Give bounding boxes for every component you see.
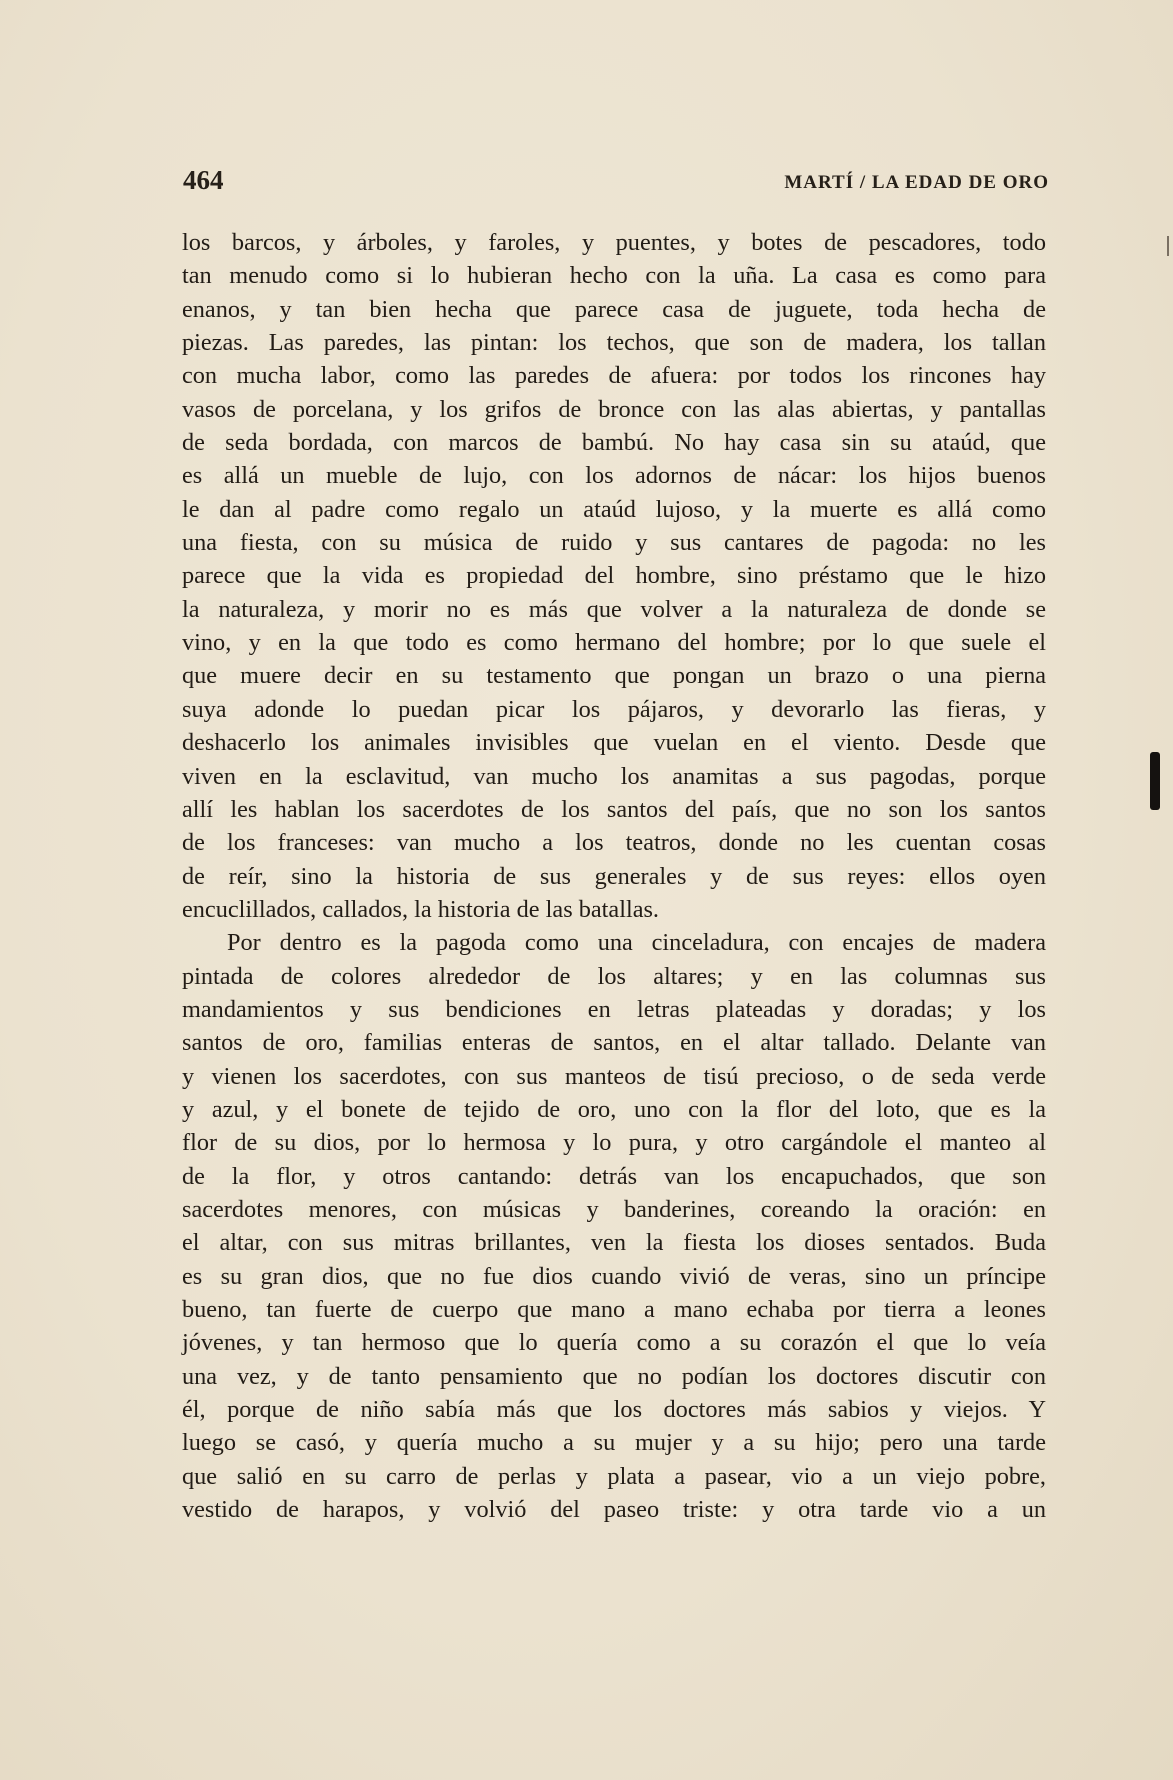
text-line: de reír, sino la historia de sus generales y de sus reyes: ellos oyen [182, 862, 1046, 890]
text-line: allí les hablan los sacerdotes de los santos del país, que no son los santos [182, 795, 1046, 823]
paragraph [182, 926, 1046, 1526]
text-line: Por dentro es la pagoda como una cinceladura, con encajes de madera [227, 929, 1046, 957]
text-line: jóvenes, y tan hermoso que lo quería como a su corazón el que lo veía [182, 1329, 1046, 1357]
text-line: de los franceses: van mucho a los teatros, donde no les cuentan cosas [182, 829, 1046, 857]
body-text [182, 226, 1046, 1526]
text-line: deshacerlo los animales invisibles que vuelan en el viento. Desde que [182, 729, 1046, 757]
text-line: el altar, con sus mitras brillantes, ven la fiesta los dioses sentados. Buda [182, 1229, 1046, 1257]
text-line: y vienen los sacerdotes, con sus manteos de tisú precioso, o de seda verde [182, 1062, 1046, 1090]
text-line: los barcos, y árboles, y faroles, y puentes, y botes de pescadores, todo [182, 229, 1046, 256]
text-line: le dan al padre como regalo un ataúd lujoso, y la muerte es allá como [182, 495, 1046, 523]
paragraph [182, 226, 1046, 926]
text-line: santos de oro, familias enteras de santos, en el altar tallado. Delante van [182, 1029, 1046, 1057]
page-header [183, 165, 1049, 197]
text-line: encuclillados, callados, la historia de las batallas. [182, 895, 660, 923]
text-line: y azul, y el bonete de tejido de oro, uno con la flor del loto, que es la [182, 1095, 1046, 1123]
text-line: una vez, y de tanto pensamiento que no podían los doctores discutir con [182, 1362, 1046, 1390]
text-line: viven en la esclavitud, van mucho los anamitas a sus pagodas, porque [182, 762, 1046, 790]
text-line: la naturaleza, y morir no es más que volver a la naturaleza de donde se [182, 595, 1046, 623]
text-line: luego se casó, y quería mucho a su mujer y a su hijo; pero una tarde [182, 1429, 1046, 1457]
edge-ink-mark [1150, 752, 1160, 810]
margin-mark [1167, 236, 1169, 256]
text-line: que salió en su carro de perlas y plata a pasear, vio a un viejo pobre, [182, 1462, 1046, 1490]
text-line: flor de su dios, por lo hermosa y lo pura, y otro cargándole el manteo al [182, 1129, 1046, 1157]
running-head: MARTÍ / LA EDAD DE ORO [784, 172, 1049, 193]
text-line: mandamientos y sus bendiciones en letras plateadas y doradas; y los [182, 995, 1046, 1023]
text-line: tan menudo como si lo hubieran hecho con la uña. La casa es como para [182, 262, 1046, 290]
text-line: sacerdotes menores, con músicas y banderines, coreando la oración: en [182, 1195, 1046, 1223]
text-line: parece que la vida es propiedad del hombre, sino préstamo que le hizo [182, 562, 1046, 590]
text-line: él, porque de niño sabía más que los doctores más sabios y viejos. Y [182, 1396, 1046, 1424]
text-line: una fiesta, con su música de ruido y sus cantares de pagoda: no les [182, 529, 1046, 557]
text-line: de seda bordada, con marcos de bambú. No hay casa sin su ataúd, que [182, 429, 1046, 457]
text-line: suya adonde lo puedan picar los pájaros, y devorarlo las fieras, y [182, 695, 1046, 723]
text-line: vino, y en la que todo es como hermano del hombre; por lo que suele el [182, 629, 1046, 657]
text-line: es su gran dios, que no fue dios cuando vivió de veras, sino un príncipe [182, 1262, 1046, 1290]
text-line: de la flor, y otros cantando: detrás van los encapuchados, que son [182, 1162, 1046, 1190]
text-line: piezas. Las paredes, las pintan: los techos, que son de madera, los tallan [182, 329, 1046, 357]
text-line: bueno, tan fuerte de cuerpo que mano a mano echaba por tierra a leones [182, 1296, 1046, 1323]
text-line: que muere decir en su testamento que pongan un brazo o una pierna [182, 662, 1046, 690]
text-line: vestido de harapos, y volvió del paseo triste: y otra tarde vio a un [182, 1496, 1046, 1524]
text-line: vasos de porcelana, y los grifos de bronce con las alas abiertas, y pantallas [182, 395, 1046, 423]
text-line: pintada de colores alrededor de los altares; y en las columnas sus [182, 962, 1046, 990]
page-number: 464 [183, 165, 224, 195]
text-line: es allá un mueble de lujo, con los adornos de nácar: los hijos buenos [182, 462, 1046, 490]
text-line: enanos, y tan bien hecha que parece casa de juguete, toda hecha de [182, 295, 1046, 323]
text-line: con mucha labor, como las paredes de afuera: por todos los rincones hay [182, 362, 1046, 390]
